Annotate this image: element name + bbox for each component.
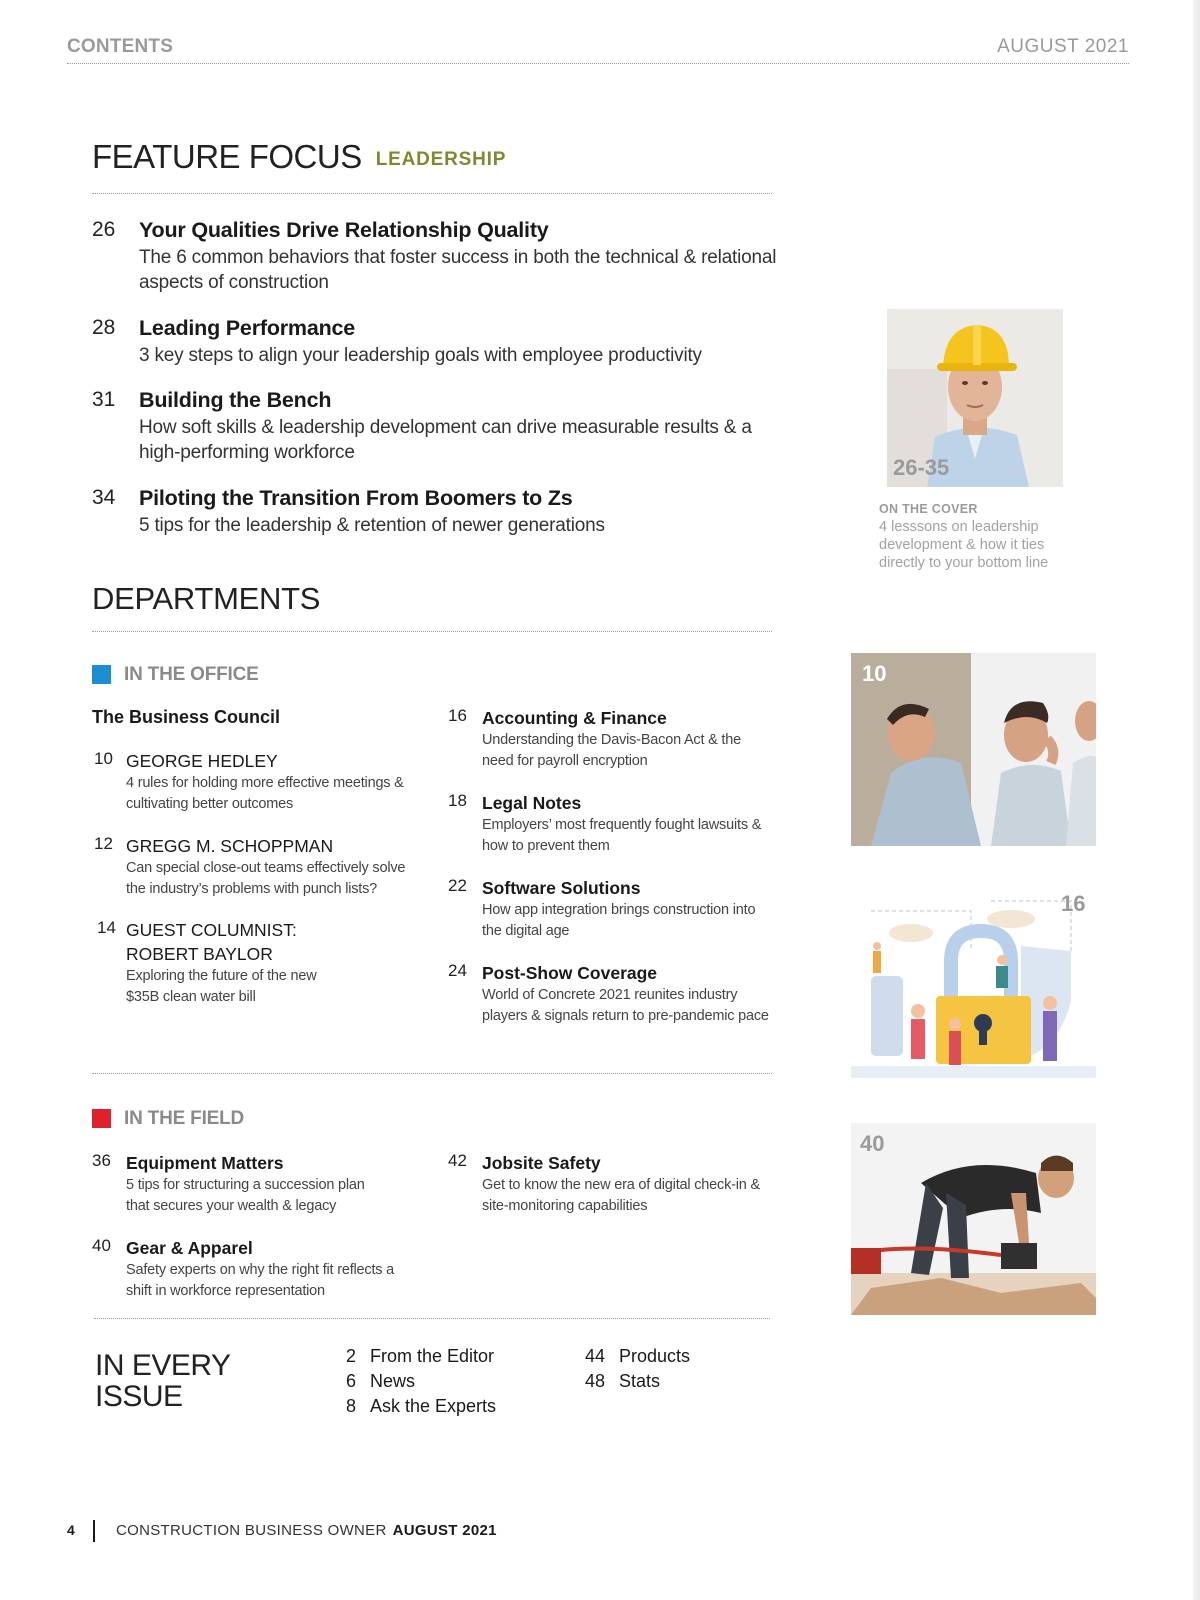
page-number: 28 (92, 316, 116, 339)
page-number: 31 (92, 388, 116, 411)
security-illustration[interactable] (851, 891, 1096, 1078)
page-number: 2 (345, 1346, 356, 1366)
department-title: Post-Show Coverage (482, 963, 658, 983)
columnist-name: ROBERT BAYLOR (126, 944, 273, 964)
cover-caption-heading: ON THE COVER (879, 502, 978, 516)
footer-date: AUGUST 2021 (392, 1522, 497, 1539)
page-number: 34 (92, 486, 116, 509)
item-description: Employers’ most frequently fought lawsuits & how to prevent them (482, 817, 762, 854)
title-line: IN EVERY (95, 1349, 231, 1382)
footer-publication (116, 1522, 497, 1539)
page-number: 12 (94, 834, 113, 853)
item-description: Exploring the future of the new $35B clean water bill (126, 968, 317, 1005)
page-number: 14 (97, 918, 116, 937)
red-square-icon (92, 1109, 111, 1128)
article-description: 3 key steps to align your leadership goals with employee productivity (139, 345, 702, 366)
photo-page-number: 16 (1061, 891, 1086, 916)
field-worker-photo[interactable] (851, 1123, 1096, 1315)
section-label: IN THE OFFICE (124, 664, 259, 685)
page-number: 40 (92, 1236, 111, 1255)
divider (92, 1073, 772, 1074)
section-label: CONTENTS (67, 36, 174, 57)
columnist-name: GEORGE HEDLEY (126, 751, 278, 771)
item-title: Ask the Experts (370, 1396, 497, 1416)
page-number: 42 (448, 1151, 467, 1170)
departments-title: DEPARTMENTS (92, 581, 321, 616)
item-description: World of Concrete 2021 reunites industry players & signals return to pre-pandemic pace (482, 987, 769, 1024)
page-number: 44 (584, 1346, 605, 1366)
article-title: Piloting the Transition From Boomers to Zs (139, 486, 573, 510)
cover-page-range: 26-35 (893, 455, 950, 480)
footer-page-number: 4 (67, 1522, 75, 1538)
item-description: Can special close-out teams effectively solve the industry’s problems with punch lists? (126, 860, 406, 897)
page-number: 48 (584, 1371, 605, 1391)
page-edge (1193, 0, 1200, 1600)
page-number: 36 (92, 1151, 111, 1170)
item-title: From the Editor (370, 1346, 495, 1366)
article-description: The 6 common behaviors that foster success in both the technical & relational aspects of construction (139, 247, 777, 293)
running-header (67, 34, 1129, 64)
page-number: 16 (448, 706, 467, 725)
article-description: How soft skills & leadership development can drive measurable results & a high-performing workforce (139, 417, 752, 463)
footer-divider (93, 1520, 95, 1542)
publication-name: CONSTRUCTION BUSINESS OWNER (116, 1522, 387, 1539)
page-number: 22 (448, 876, 467, 895)
columnist-name: GREGG M. SCHOPPMAN (126, 836, 334, 856)
item-description: Understanding the Davis-Bacon Act & the need for payroll encryption (482, 732, 741, 769)
feature-focus-subtitle: LEADERSHIP (375, 149, 507, 170)
cover-caption (879, 502, 1079, 572)
columnist-label: GUEST COLUMNIST: (126, 920, 297, 940)
department-title: Jobsite Safety (482, 1153, 601, 1173)
item-title: Products (619, 1346, 691, 1366)
item-description: Safety experts on why the right fit reflects a shift in workforce representation (126, 1262, 395, 1299)
feature-focus-heading (92, 138, 506, 176)
department-title: Legal Notes (482, 793, 582, 813)
item-description: 4 rules for holding more effective meetings & cultivating better outcomes (126, 775, 404, 812)
divider (92, 193, 772, 194)
article-title: Your Qualities Drive Relationship Quality (139, 218, 549, 242)
photo-page-number: 10 (862, 661, 887, 686)
page-number: 24 (448, 961, 467, 980)
item-description: Get to know the new era of digital check-in & site-monitoring capabilities (482, 1177, 760, 1214)
cover-caption-text: 4 lesssons on leadership development & how it ties directly to your bottom line (879, 519, 1049, 571)
office-workers-photo[interactable] (851, 653, 1096, 846)
field-worker-icon (851, 1123, 1096, 1315)
padlock-illustration-icon (851, 891, 1096, 1078)
department-title: Gear & Apparel (126, 1238, 253, 1258)
page-number: 18 (448, 791, 467, 810)
page-number: 6 (345, 1371, 356, 1391)
photo-page-number: 40 (860, 1131, 885, 1156)
item-title: News (370, 1371, 416, 1391)
page-number: 10 (94, 749, 113, 768)
blue-square-icon (92, 665, 111, 684)
page-number: 8 (345, 1396, 356, 1416)
department-title: Accounting & Finance (482, 708, 667, 728)
article-title: Building the Bench (139, 388, 332, 412)
issue-date: AUGUST 2021 (997, 36, 1129, 57)
office-workers-icon (851, 653, 1096, 846)
divider (92, 631, 772, 632)
title-line: ISSUE (95, 1380, 183, 1413)
page-number: 26 (92, 218, 116, 241)
section-label: IN THE FIELD (124, 1108, 245, 1129)
feature-focus-title: FEATURE FOCUS (92, 138, 362, 175)
item-description: 5 tips for structuring a succession plan that secures your wealth & legacy (126, 1177, 365, 1214)
item-description: How app integration brings construction into the digital age (482, 902, 756, 939)
divider (94, 1318, 770, 1319)
article-description: 5 tips for the leadership & retention of newer generations (139, 515, 605, 536)
department-title: Software Solutions (482, 878, 641, 898)
department-title: Equipment Matters (126, 1153, 284, 1173)
item-title: Stats (619, 1371, 661, 1391)
cover-image[interactable] (887, 309, 1063, 487)
article-title: Leading Performance (139, 316, 356, 340)
business-council-heading: The Business Council (92, 707, 281, 727)
in-every-issue-title (95, 1350, 231, 1412)
